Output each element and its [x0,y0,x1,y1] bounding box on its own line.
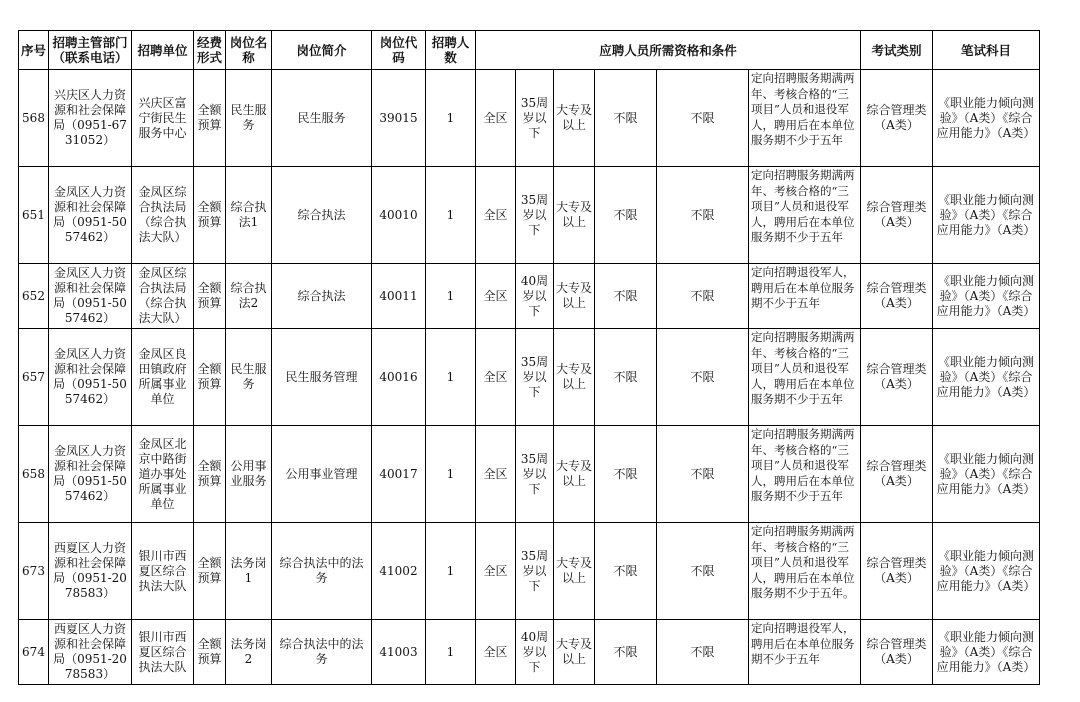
cell-exam: 综合管理类（A类） [861,70,933,167]
cell-other: 不限 [657,620,749,685]
cell-major: 不限 [595,329,657,426]
cell-brief: 公用事业管理 [272,426,372,523]
cell-count: 1 [426,167,476,264]
cell-brief: 综合执法中的法务 [272,620,372,685]
cell-education: 大专及以上 [554,264,595,329]
table-row [19,523,1040,620]
cell-other: 不限 [657,523,749,620]
cell-brief: 综合执法中的法务 [272,523,372,620]
table-row [19,426,1040,523]
header-code: 岗位代码 [372,31,426,70]
cell-area: 全区 [476,426,516,523]
cell-post: 法务岗2 [226,620,272,685]
cell-no: 673 [19,523,49,620]
recruitment-table [18,30,1040,685]
cell-subjects: 《职业能力倾向测验》（A类）《综合应用能力》（A类） [933,329,1040,426]
cell-count: 1 [426,523,476,620]
header-brief: 岗位简介 [272,31,372,70]
cell-fund: 全额预算 [194,329,226,426]
cell-brief: 综合执法 [272,264,372,329]
header-no: 序号 [19,31,49,70]
cell-no: 657 [19,329,49,426]
cell-subjects: 《职业能力倾向测验》（A类）《综合应用能力》（A类） [933,264,1040,329]
cell-other: 不限 [657,167,749,264]
cell-area: 全区 [476,523,516,620]
cell-exam: 综合管理类（A类） [861,264,933,329]
cell-education: 大专及以上 [554,426,595,523]
cell-education: 大专及以上 [554,70,595,167]
cell-conditions: 定向招聘服务期满两年、考核合格的“三项目”人员和退役军人，聘用后在本单位服务期不少于五年 [749,167,861,264]
cell-exam: 综合管理类（A类） [861,329,933,426]
cell-education: 大专及以上 [554,523,595,620]
cell-conditions: 定向招聘服务期满两年、考核合格的“三项目”人员和退役军人，聘用后在本单位服务期不少于五年。 [749,523,861,620]
cell-age: 35周岁以下 [516,329,554,426]
cell-fund: 全额预算 [194,620,226,685]
header-exam: 考试类别 [861,31,933,70]
cell-dept: 兴庆区人力资源和社会保障局（0951-6731052） [49,70,132,167]
cell-unit: 金凤区北京中路街道办事处所属事业单位 [132,426,194,523]
cell-exam: 综合管理类（A类） [861,523,933,620]
cell-count: 1 [426,329,476,426]
cell-count: 1 [426,70,476,167]
cell-no: 674 [19,620,49,685]
cell-code: 41003 [372,620,426,685]
cell-subjects: 《职业能力倾向测验》（A类）《综合应用能力》（A类） [933,620,1040,685]
cell-code: 40011 [372,264,426,329]
cell-age: 35周岁以下 [516,167,554,264]
cell-fund: 全额预算 [194,264,226,329]
cell-major: 不限 [595,523,657,620]
cell-other: 不限 [657,264,749,329]
cell-area: 全区 [476,620,516,685]
header-unit: 招聘单位 [132,31,194,70]
cell-exam: 综合管理类（A类） [861,620,933,685]
cell-age: 40周岁以下 [516,264,554,329]
cell-conditions: 定向招聘服务期满两年、考核合格的“三项目”人员和退役军人，聘用后在本单位服务期不少于五年 [749,329,861,426]
cell-education: 大专及以上 [554,167,595,264]
cell-conditions: 定向招聘服务期满两年、考核合格的“三项目”人员和退役军人，聘用后在本单位服务期不少于五年 [749,70,861,167]
cell-no: 652 [19,264,49,329]
table-row [19,70,1040,167]
cell-major: 不限 [595,426,657,523]
header-requirements: 应聘人员所需资格和条件 [476,31,861,70]
cell-subjects: 《职业能力倾向测验》（A类）《综合应用能力》（A类） [933,426,1040,523]
table-row [19,167,1040,264]
cell-dept: 西夏区人力资源和社会保障局（0951-2078583） [49,620,132,685]
cell-code: 40017 [372,426,426,523]
cell-count: 1 [426,620,476,685]
cell-subjects: 《职业能力倾向测验》（A类）《综合应用能力》（A类） [933,523,1040,620]
cell-post: 民生服务 [226,329,272,426]
cell-brief: 民生服务管理 [272,329,372,426]
cell-post: 法务岗1 [226,523,272,620]
cell-post: 公用事业服务 [226,426,272,523]
cell-code: 40016 [372,329,426,426]
header-dept: 招聘主管部门（联系电话） [49,31,132,70]
cell-age: 35周岁以下 [516,523,554,620]
cell-dept: 西夏区人力资源和社会保障局（0951-2078583） [49,523,132,620]
cell-post: 综合执法2 [226,264,272,329]
cell-age: 40周岁以下 [516,620,554,685]
cell-conditions: 定向招聘退役军人，聘用后在本单位服务期不少于五年 [749,620,861,685]
cell-dept: 金凤区人力资源和社会保障局（0951-5057462） [49,167,132,264]
cell-area: 全区 [476,70,516,167]
cell-area: 全区 [476,264,516,329]
cell-exam: 综合管理类（A类） [861,426,933,523]
cell-brief: 民生服务 [272,70,372,167]
cell-no: 568 [19,70,49,167]
cell-conditions: 定向招聘退役军人，聘用后在本单位服务期不少于五年 [749,264,861,329]
cell-area: 全区 [476,329,516,426]
cell-education: 大专及以上 [554,620,595,685]
cell-subjects: 《职业能力倾向测验》（A类）《综合应用能力》（A类） [933,167,1040,264]
header-fund: 经费形式 [194,31,226,70]
cell-major: 不限 [595,620,657,685]
cell-unit: 金凤区综合执法局（综合执法大队） [132,167,194,264]
cell-dept: 金凤区人力资源和社会保障局（0951-5057462） [49,329,132,426]
cell-code: 41002 [372,523,426,620]
cell-unit: 兴庆区富宁街民生服务中心 [132,70,194,167]
cell-no: 651 [19,167,49,264]
cell-fund: 全额预算 [194,523,226,620]
cell-unit: 金凤区良田镇政府所属事业单位 [132,329,194,426]
cell-brief: 综合执法 [272,167,372,264]
cell-fund: 全额预算 [194,70,226,167]
cell-major: 不限 [595,70,657,167]
header-count: 招聘人数 [426,31,476,70]
table-row [19,620,1040,685]
cell-other: 不限 [657,329,749,426]
cell-subjects: 《职业能力倾向测验》（A类）《综合应用能力》（A类） [933,70,1040,167]
header-subjects: 笔试科目 [933,31,1040,70]
table-row [19,264,1040,329]
cell-education: 大专及以上 [554,329,595,426]
cell-unit: 银川市西夏区综合执法大队 [132,523,194,620]
cell-area: 全区 [476,167,516,264]
cell-dept: 金凤区人力资源和社会保障局（0951-5057462） [49,264,132,329]
cell-no: 658 [19,426,49,523]
cell-age: 35周岁以下 [516,70,554,167]
table-row [19,329,1040,426]
cell-code: 39015 [372,70,426,167]
cell-post: 民生服务 [226,70,272,167]
cell-code: 40010 [372,167,426,264]
cell-other: 不限 [657,426,749,523]
header-row [19,31,1040,70]
cell-exam: 综合管理类（A类） [861,167,933,264]
cell-major: 不限 [595,167,657,264]
cell-unit: 金凤区综合执法局（综合执法大队） [132,264,194,329]
cell-age: 35周岁以下 [516,426,554,523]
cell-conditions: 定向招聘服务期满两年、考核合格的“三项目”人员和退役军人，聘用后在本单位服务期不少于五年 [749,426,861,523]
cell-other: 不限 [657,70,749,167]
cell-fund: 全额预算 [194,167,226,264]
header-post: 岗位名称 [226,31,272,70]
cell-dept: 金凤区人力资源和社会保障局（0951-5057462） [49,426,132,523]
cell-count: 1 [426,426,476,523]
cell-major: 不限 [595,264,657,329]
cell-fund: 全额预算 [194,426,226,523]
cell-unit: 银川市西夏区综合执法大队 [132,620,194,685]
cell-post: 综合执法1 [226,167,272,264]
cell-count: 1 [426,264,476,329]
